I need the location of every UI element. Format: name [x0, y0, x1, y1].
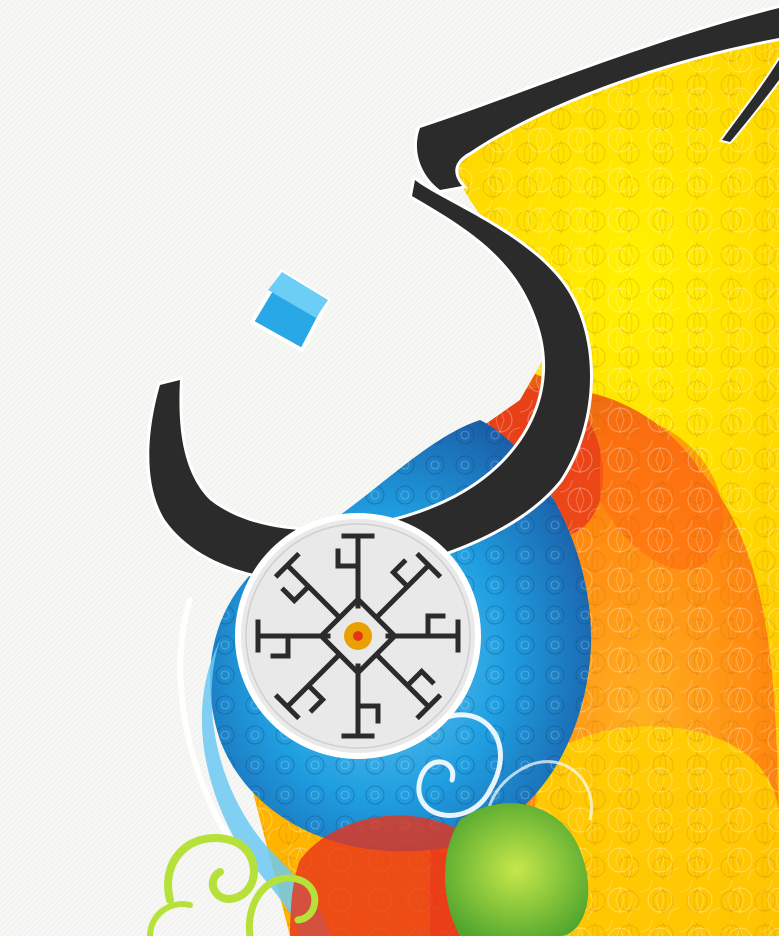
rosette-icon	[238, 516, 478, 756]
diamond-dot-icon	[252, 272, 328, 350]
seal-center-core	[353, 631, 363, 641]
green-swirl-1	[168, 838, 254, 900]
lower-color-patches	[150, 803, 588, 936]
green-swirl-3	[150, 904, 190, 936]
